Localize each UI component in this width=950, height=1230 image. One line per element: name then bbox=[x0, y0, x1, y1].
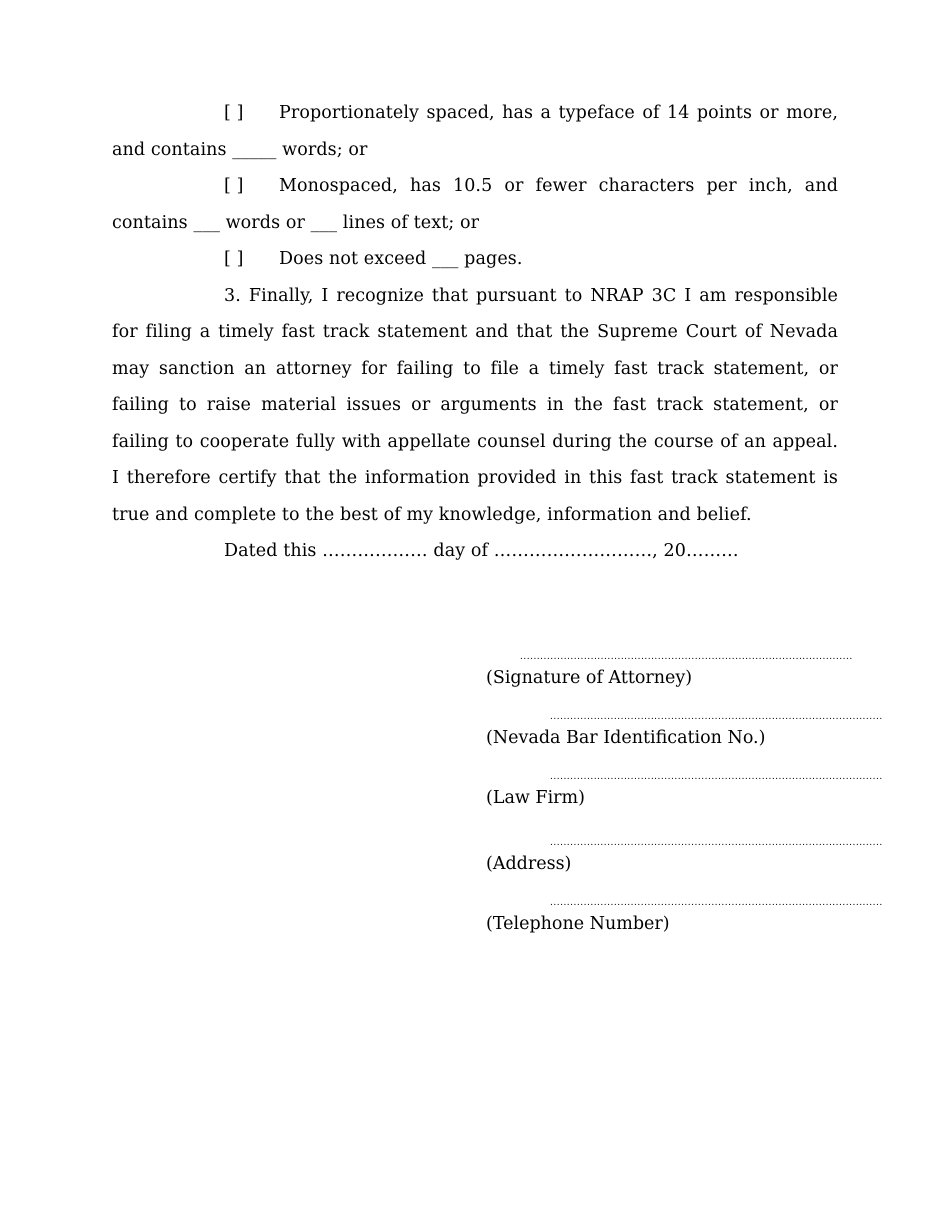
law-firm-field bbox=[486, 772, 883, 838]
option-monospaced bbox=[112, 168, 838, 241]
address-field bbox=[486, 838, 883, 898]
law-firm-dotted-line: ................................................................................................... bbox=[550, 772, 883, 782]
option-text: Does not exceed ___ pages. bbox=[279, 249, 523, 269]
option-page-limit bbox=[112, 241, 838, 278]
option-text: Proportionately spaced, has a typeface of 14 points or more, and contains _____ words; or bbox=[112, 103, 838, 160]
bar-id-field bbox=[486, 712, 883, 772]
option-proportionately-spaced bbox=[112, 95, 838, 168]
certificate-body bbox=[112, 95, 838, 570]
checkbox-placeholder: [ ] bbox=[224, 103, 244, 123]
signature-dotted-line: ................................................................................................... bbox=[520, 652, 853, 662]
telephone-label: (Telephone Number) bbox=[486, 914, 670, 934]
law-firm-label: (Law Firm) bbox=[486, 788, 585, 808]
option-text: Monospaced, has 10.5 or fewer characters per inch, and contains ___ words or ___ lines of text; or bbox=[112, 176, 838, 233]
bar-id-dotted-line: ................................................................................................... bbox=[550, 712, 883, 722]
telephone-field bbox=[486, 898, 883, 958]
checkbox-placeholder: [ ] bbox=[224, 249, 244, 269]
bar-id-label: (Nevada Bar Identification No.) bbox=[486, 728, 766, 748]
paragraph-3-certification: 3. Finally, I recognize that pursuant to NRAP 3C I am responsible for filing a timely fast track statement and that the Supreme Court of Nevada may sanction an attorney for failing to file a timely fast track statement, or failing to raise material issues or arguments in the fast track statement, or failing to cooperate fully with appellate counsel during the course of an appeal. I therefore certify that the information provided in this fast track statement is true and complete to the best of my knowledge, information and belief. bbox=[112, 285, 838, 525]
address-label: (Address) bbox=[486, 854, 572, 874]
checkbox-placeholder: [ ] bbox=[224, 176, 244, 196]
telephone-dotted-line: ................................................................................................... bbox=[550, 898, 883, 908]
address-dotted-line: ................................................................................................... bbox=[550, 838, 883, 848]
dated-line: Dated this ……………… day of ………………………, 20……… bbox=[224, 541, 739, 561]
signature-label: (Signature of Attorney) bbox=[486, 668, 693, 688]
signature-field bbox=[486, 652, 853, 712]
signature-block bbox=[486, 652, 883, 958]
